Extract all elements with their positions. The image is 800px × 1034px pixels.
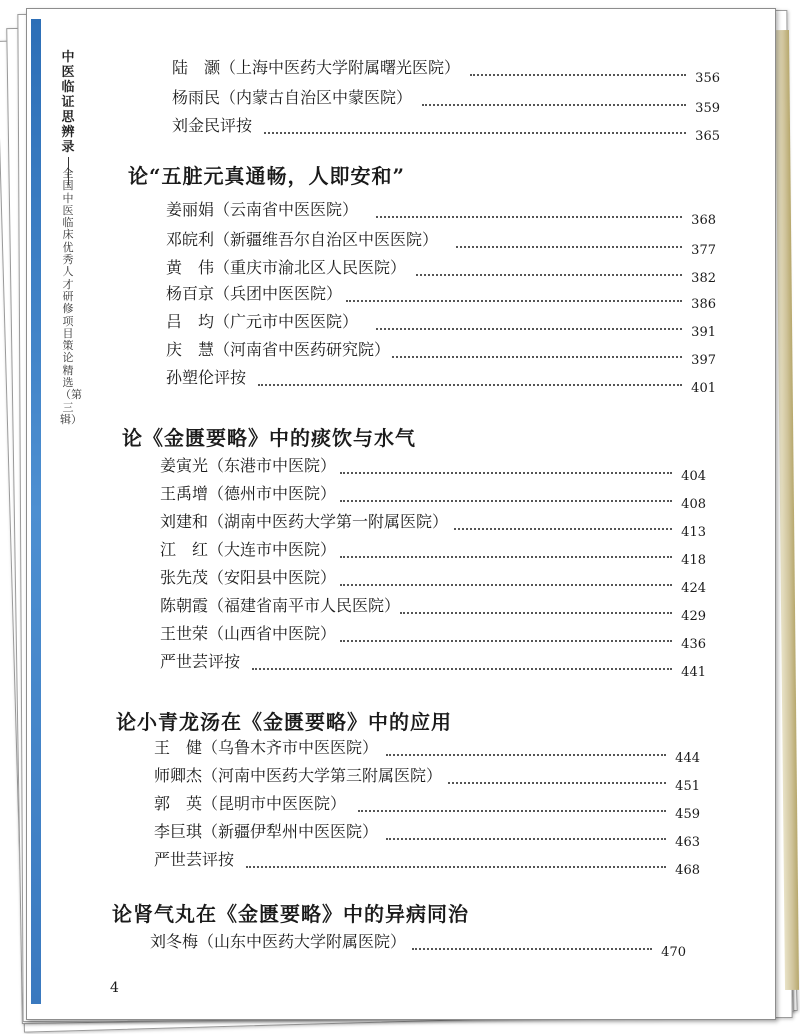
toc-entry-text: 江 红（大连市中医院） <box>160 540 337 559</box>
toc-entry-text: 杨百京（兵团中医医院） <box>166 284 343 303</box>
toc-entry-text: 刘冬梅（山东中医药大学附属医院） <box>150 932 407 951</box>
toc-entry-text: 吕 均（广元市中医医院） <box>166 312 359 331</box>
section-heading: 论肾气丸在《金匮要略》中的异病同治 <box>112 902 469 926</box>
toc-entry[interactable] <box>172 88 720 116</box>
leader-dots <box>340 556 672 558</box>
leader-dots <box>258 384 682 386</box>
toc-entry[interactable] <box>160 568 706 596</box>
section-heading: 论“五脏元真通畅，人即安和” <box>128 164 406 188</box>
toc-entry-text: 杨雨民（内蒙古自治区中蒙医院） <box>172 88 413 107</box>
toc-entry-page: 418 <box>681 553 706 568</box>
toc-entry-page: 441 <box>681 665 706 680</box>
toc-entry[interactable] <box>166 230 716 258</box>
toc-entry-page: 436 <box>681 637 706 652</box>
leader-dots <box>392 356 682 358</box>
toc-entry-page: 470 <box>661 945 686 960</box>
toc-entry-page: 404 <box>681 469 706 484</box>
toc-entry-page: 368 <box>691 213 716 228</box>
leader-dots <box>448 782 666 784</box>
toc-entry-page: 451 <box>675 779 700 794</box>
toc-entry-page: 444 <box>675 751 700 766</box>
toc-entry[interactable] <box>166 312 716 340</box>
spine-color-strip <box>31 19 41 1004</box>
toc-entry[interactable] <box>166 368 716 396</box>
toc-entry-page: 408 <box>681 497 706 512</box>
toc-entry-page: 463 <box>675 835 700 850</box>
leader-dots <box>386 754 666 756</box>
toc-entry-text: 严世芸评按 <box>160 652 241 671</box>
toc-entry[interactable] <box>166 200 716 228</box>
toc-entry[interactable] <box>154 766 700 794</box>
leader-dots <box>412 948 652 950</box>
toc-entry-text: 姜丽娟（云南省中医医院） <box>166 200 359 219</box>
toc-entry-page: 413 <box>681 525 706 540</box>
section-heading: 论小青龙汤在《金匮要略》中的应用 <box>116 710 452 734</box>
book-title-text: 中医临证思辨录 <box>61 50 75 155</box>
book-subtitle-vertical: 全国中医临床优秀人才研修项目策论精选（第三辑） <box>60 167 82 426</box>
toc-entry-page: 377 <box>691 243 716 258</box>
toc-entry-text: 邓皖利（新疆维吾尔自治区中医医院） <box>166 230 439 249</box>
toc-entry-text: 张先茂（安阳县中医院） <box>160 568 337 587</box>
leader-dots <box>340 584 672 586</box>
leader-dots <box>340 640 672 642</box>
leader-dots <box>454 528 672 530</box>
toc-entry[interactable] <box>166 284 716 312</box>
leader-dots <box>264 132 686 134</box>
toc-entry[interactable] <box>160 484 706 512</box>
toc-entry[interactable] <box>160 596 706 624</box>
toc-entry[interactable] <box>172 58 720 86</box>
toc-entry-text: 庆 慧（河南省中医药研究院） <box>166 340 391 359</box>
toc-entry-page: 391 <box>691 325 716 340</box>
toc-entry-text: 师卿杰（河南中医药大学第三附属医院） <box>154 766 443 785</box>
toc-entry[interactable] <box>160 456 706 484</box>
leader-dots <box>376 328 682 330</box>
leader-dots <box>400 612 672 614</box>
toc-entry[interactable] <box>160 652 706 680</box>
toc-entry-text: 姜寅光（东港市中医院） <box>160 456 337 475</box>
leader-dots <box>340 500 672 502</box>
toc-entry[interactable] <box>154 822 700 850</box>
toc-entry[interactable] <box>154 738 700 766</box>
leader-dots <box>386 838 666 840</box>
toc-entry-text: 陈朝霞（福建省南平市人民医院） <box>160 596 401 615</box>
toc-entry[interactable] <box>160 512 706 540</box>
toc-entry-page: 359 <box>695 101 720 116</box>
toc-entry[interactable] <box>172 116 720 144</box>
toc-entry[interactable] <box>154 850 700 878</box>
toc-entry[interactable] <box>154 794 700 822</box>
leader-dots <box>376 216 682 218</box>
toc-entry-page: 459 <box>675 807 700 822</box>
toc-entry-page: 365 <box>695 129 720 144</box>
toc-entry-page: 401 <box>691 381 716 396</box>
leader-dots <box>346 300 682 302</box>
section-heading: 论《金匮要略》中的痰饮与水气 <box>122 426 416 450</box>
toc-entry-page: 386 <box>691 297 716 312</box>
toc-entry[interactable] <box>160 624 706 652</box>
toc-entry[interactable] <box>160 540 706 568</box>
toc-entry-text: 王世荣（山西省中医院） <box>160 624 337 643</box>
toc-entry-text: 刘建和（湖南中医药大学第一附属医院） <box>160 512 449 531</box>
toc-entry-page: 468 <box>675 863 700 878</box>
leader-dots <box>340 472 672 474</box>
toc-entry-page: 424 <box>681 581 706 596</box>
toc-entry[interactable] <box>166 340 716 368</box>
leader-dots <box>422 104 686 106</box>
toc-entry-page: 429 <box>681 609 706 624</box>
page-number: 4 <box>110 980 119 996</box>
toc-entry[interactable] <box>150 932 686 960</box>
toc-entry-text: 李巨琪（新疆伊犁州中医医院） <box>154 822 379 841</box>
leader-dots <box>456 246 682 248</box>
toc-entry-text: 刘金民评按 <box>172 116 253 135</box>
toc-entry-text: 孙塑伦评按 <box>166 368 247 387</box>
toc-entry-text: 王禹增（德州市中医院） <box>160 484 337 503</box>
toc-entry-text: 黄 伟（重庆市渝北区人民医院） <box>166 258 407 277</box>
toc-entry-page: 356 <box>695 71 720 86</box>
toc-entry-text: 陆 灏（上海中医药大学附属曙光医院） <box>172 58 461 77</box>
toc-entry[interactable] <box>166 258 716 286</box>
leader-dots <box>358 810 666 812</box>
toc-entry-page: 397 <box>691 353 716 368</box>
toc-entry-text: 郭 英（昆明市中医医院） <box>154 794 347 813</box>
leader-dots <box>252 668 672 670</box>
leader-dots <box>246 866 666 868</box>
toc-entry-text: 严世芸评按 <box>154 850 235 869</box>
toc-entry-page: 382 <box>691 271 716 286</box>
leader-dots <box>470 74 686 76</box>
leader-dots <box>416 274 682 276</box>
toc-entry-text: 王 健（乌鲁木齐市中医医院） <box>154 738 379 757</box>
